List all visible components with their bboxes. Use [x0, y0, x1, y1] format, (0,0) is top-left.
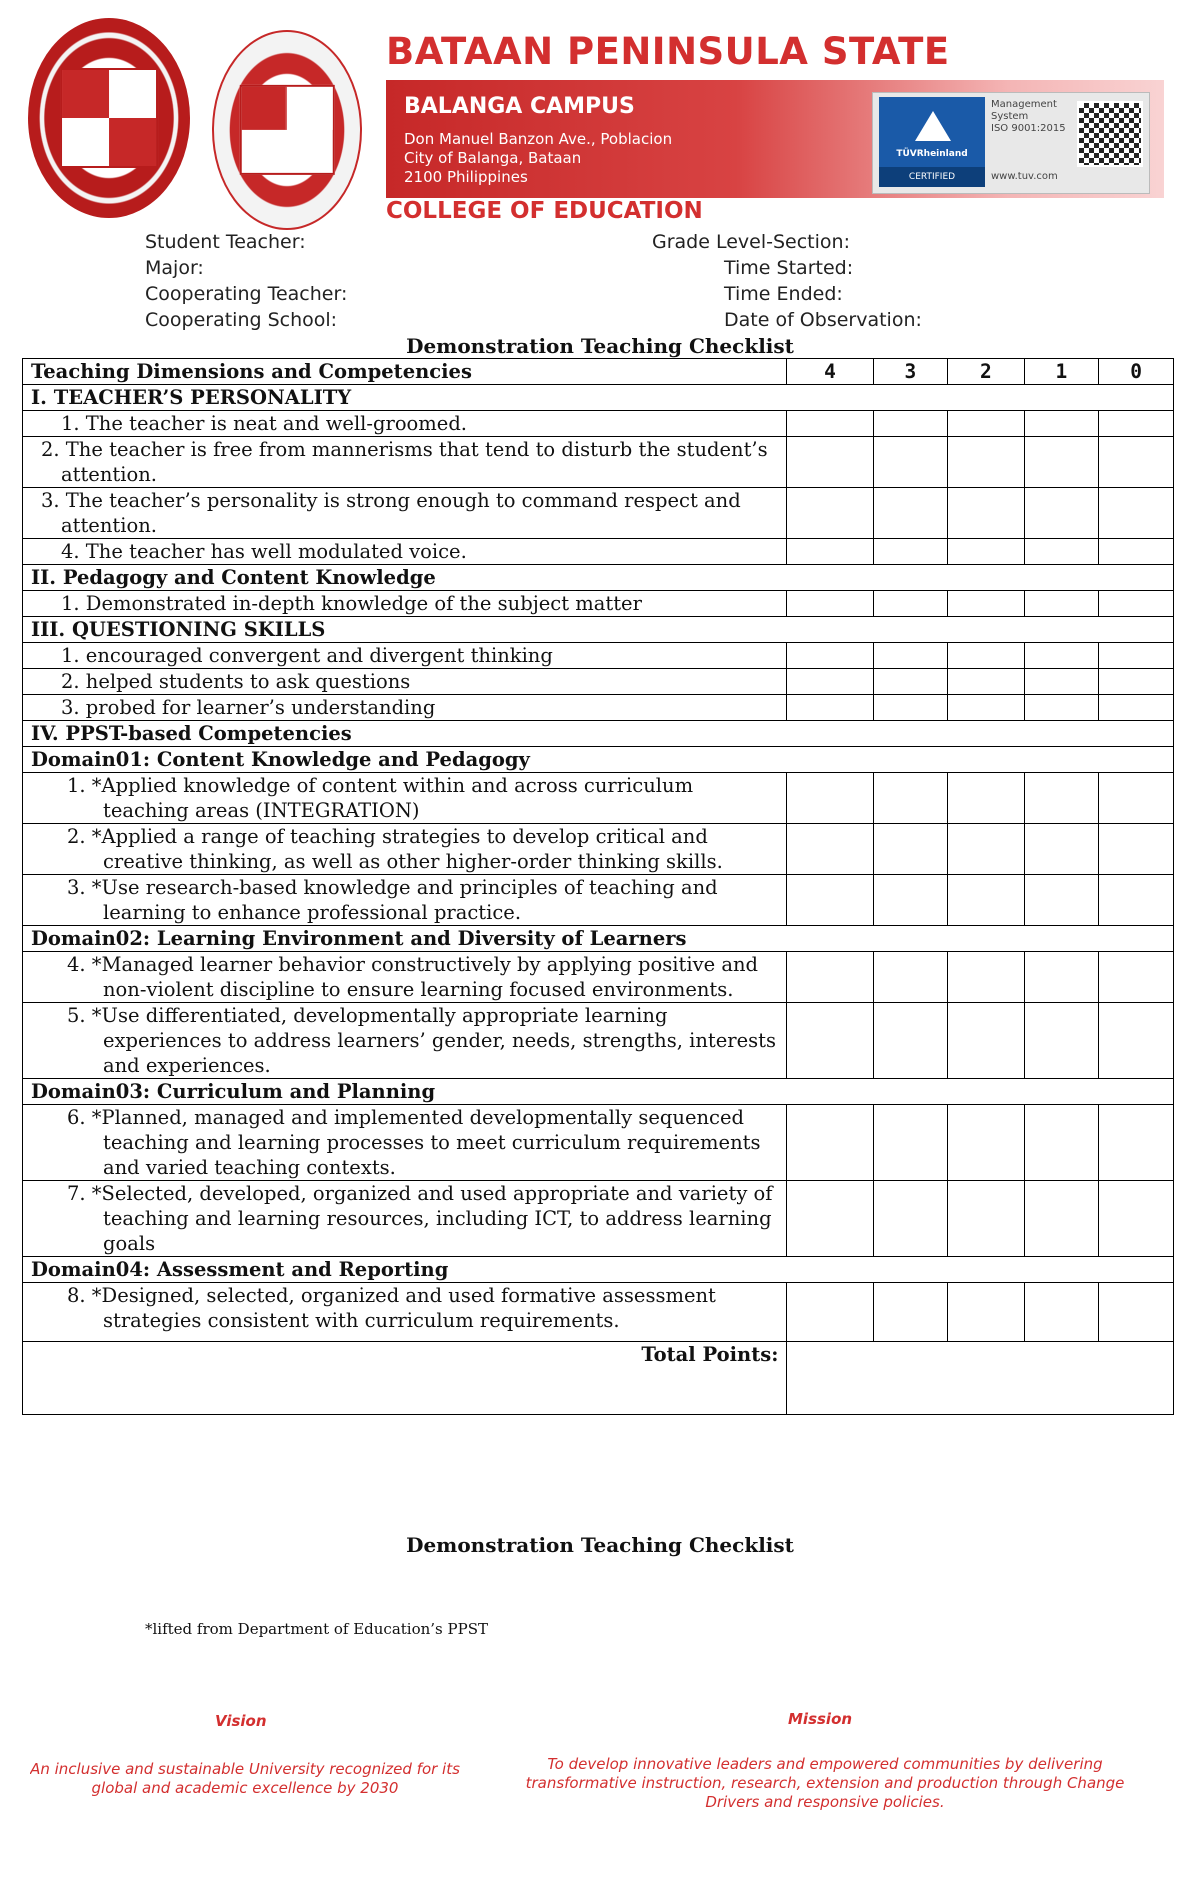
mission-text: To develop innovative leaders and empowered communities by delivering transformative instruction, research, extension and production through Change Drivers and responsive policies.	[525, 1755, 1125, 1811]
score-cell[interactable]	[787, 695, 873, 721]
university-title: BATAAN PENINSULA STATE	[386, 30, 950, 73]
score-cell[interactable]	[787, 411, 873, 437]
score-cell[interactable]	[1024, 1283, 1099, 1342]
score-cell[interactable]	[1024, 411, 1099, 437]
score-cell[interactable]	[948, 591, 1024, 617]
score-cell[interactable]	[948, 1181, 1024, 1257]
seal-shield-icon	[60, 68, 158, 168]
score-cell[interactable]	[873, 1105, 948, 1181]
total-points-label: Total Points:	[23, 1342, 787, 1415]
score-header-2: 2	[948, 359, 1024, 385]
table-row	[23, 1257, 1174, 1283]
score-cell[interactable]	[1024, 824, 1099, 875]
score-cell[interactable]	[1024, 643, 1099, 669]
vision-text: An inclusive and sustainable University recognized for its global and academic excellence by 2030	[30, 1760, 460, 1797]
date-observation-label: Date of Observation:	[724, 309, 922, 331]
qr-code-icon	[1077, 101, 1143, 167]
table-row	[23, 773, 1174, 824]
table-row	[23, 411, 1174, 437]
criterion-text: 2. *Applied a range of teaching strategies to develop critical and creative thinking, as well as other higher-order thinking skills.	[23, 824, 787, 875]
score-cell[interactable]	[1024, 591, 1099, 617]
vision-label: Vision	[215, 1712, 267, 1730]
table-row	[23, 488, 1174, 539]
score-cell[interactable]	[1024, 952, 1099, 1003]
criterion-text: 1. *Applied knowledge of content within and across curriculum teaching areas (INTEGRATION)	[23, 773, 787, 824]
criterion-text: 1. Demonstrated in-depth knowledge of the subject matter	[23, 591, 787, 617]
score-cell[interactable]	[787, 824, 873, 875]
criterion-text: 1. The teacher is neat and well-groomed.	[23, 411, 787, 437]
score-cell[interactable]	[787, 591, 873, 617]
score-cell[interactable]	[1099, 669, 1174, 695]
cert-url: www.tuv.com	[991, 171, 1058, 182]
criterion-text: 1. encouraged convergent and divergent thinking	[23, 643, 787, 669]
score-cell[interactable]	[1099, 1181, 1174, 1257]
score-cell[interactable]	[873, 643, 948, 669]
score-cell[interactable]	[873, 669, 948, 695]
score-cell[interactable]	[873, 1283, 948, 1342]
time-ended-label: Time Ended:	[724, 283, 843, 305]
table-row	[23, 669, 1174, 695]
table-row	[23, 437, 1174, 488]
score-cell[interactable]	[787, 773, 873, 824]
section-heading: IV. PPST-based Competencies	[23, 721, 1174, 747]
score-header-3: 3	[873, 359, 948, 385]
score-cell[interactable]	[787, 643, 873, 669]
campus-banner	[386, 80, 1164, 198]
score-cell[interactable]	[1099, 411, 1174, 437]
table-row	[23, 1181, 1174, 1257]
cooperating-school-label: Cooperating School:	[145, 309, 338, 331]
score-cell[interactable]	[873, 1003, 948, 1079]
table-row	[23, 1105, 1174, 1181]
score-cell[interactable]	[1024, 875, 1099, 926]
table-row	[23, 747, 1174, 773]
criterion-text: 2. The teacher is free from mannerisms that tend to disturb the student’s attention.	[23, 437, 787, 488]
score-cell[interactable]	[1024, 1181, 1099, 1257]
score-cell[interactable]	[1024, 1003, 1099, 1079]
score-cell[interactable]	[873, 695, 948, 721]
checklist-title-footer: Demonstration Teaching Checklist	[406, 1533, 794, 1557]
score-header-0: 0	[1099, 359, 1174, 385]
college-shield-icon	[240, 85, 335, 175]
time-started-label: Time Started:	[724, 257, 854, 279]
section-heading: I. TEACHER’S PERSONALITY	[23, 385, 1174, 411]
score-cell[interactable]	[873, 488, 948, 539]
score-cell[interactable]	[787, 437, 873, 488]
table-row	[23, 539, 1174, 565]
table-row	[23, 643, 1174, 669]
score-cell[interactable]	[948, 773, 1024, 824]
criterion-text: 3. *Use research-based knowledge and principles of teaching and learning to enhance professional practice.	[23, 875, 787, 926]
score-cell[interactable]	[787, 875, 873, 926]
score-cell[interactable]	[1099, 437, 1174, 488]
criterion-text: 7. *Selected, developed, organized and used appropriate and variety of teaching and learning resources, including ICT, to address learning goals	[23, 1181, 787, 1257]
college-name: COLLEGE OF EDUCATION	[386, 198, 703, 224]
score-header-1: 1	[1024, 359, 1099, 385]
student-teacher-label: Student Teacher:	[145, 231, 306, 253]
score-cell[interactable]	[948, 1283, 1024, 1342]
college-seal-logo	[212, 30, 362, 230]
score-cell[interactable]	[873, 539, 948, 565]
address-line-3: 2100 Philippines	[404, 168, 528, 186]
score-cell[interactable]	[948, 824, 1024, 875]
score-cell[interactable]	[787, 1003, 873, 1079]
checklist-table	[22, 358, 1174, 1415]
cert-line-1: Management	[991, 99, 1057, 110]
cooperating-teacher-label: Cooperating Teacher:	[145, 283, 348, 305]
cert-line-3: ISO 9001:2015	[991, 123, 1066, 134]
criterion-text: 3. The teacher’s personality is strong enough to command respect and attention.	[23, 488, 787, 539]
score-cell[interactable]	[948, 411, 1024, 437]
score-cell[interactable]	[787, 488, 873, 539]
score-cell[interactable]	[1024, 773, 1099, 824]
table-row	[23, 952, 1174, 1003]
score-cell[interactable]	[1024, 669, 1099, 695]
table-row	[23, 385, 1174, 411]
table-header-row	[23, 359, 1174, 385]
score-cell[interactable]	[873, 773, 948, 824]
iso-certification-badge	[872, 92, 1150, 194]
tuv-logo-icon	[879, 97, 985, 187]
score-cell[interactable]	[1099, 773, 1174, 824]
score-cell[interactable]	[948, 669, 1024, 695]
score-cell[interactable]	[948, 695, 1024, 721]
score-cell[interactable]	[1099, 875, 1174, 926]
score-cell[interactable]	[1099, 824, 1174, 875]
score-cell[interactable]	[1099, 1105, 1174, 1181]
total-points-field[interactable]	[787, 1342, 1174, 1415]
score-cell[interactable]	[1099, 952, 1174, 1003]
score-cell[interactable]	[873, 1181, 948, 1257]
score-cell[interactable]	[1024, 695, 1099, 721]
footnote: *lifted from Department of Education’s PPST	[145, 1620, 488, 1638]
criterion-text: 2. helped students to ask questions	[23, 669, 787, 695]
table-row	[23, 565, 1174, 591]
university-seal-logo	[28, 18, 190, 218]
score-cell[interactable]	[1024, 1105, 1099, 1181]
grade-level-label: Grade Level-Section:	[652, 231, 850, 253]
score-cell[interactable]	[873, 411, 948, 437]
score-cell[interactable]	[1099, 591, 1174, 617]
criterion-text: 6. *Planned, managed and implemented developmentally sequenced teaching and learning processes to meet curriculum requirements and varied teaching contexts.	[23, 1105, 787, 1181]
score-cell[interactable]	[948, 1003, 1024, 1079]
domain-heading: Domain01: Content Knowledge and Pedagogy	[23, 747, 1174, 773]
domain-heading: Domain03: Curriculum and Planning	[23, 1079, 1174, 1105]
score-cell[interactable]	[1099, 539, 1174, 565]
score-cell[interactable]	[873, 875, 948, 926]
score-cell[interactable]	[787, 952, 873, 1003]
score-cell[interactable]	[873, 591, 948, 617]
score-cell[interactable]	[787, 1283, 873, 1342]
score-cell[interactable]	[948, 488, 1024, 539]
score-cell[interactable]	[873, 437, 948, 488]
score-cell[interactable]	[1099, 488, 1174, 539]
table-row	[23, 875, 1174, 926]
score-cell[interactable]	[873, 824, 948, 875]
criterion-text: 3. probed for learner’s understanding	[23, 695, 787, 721]
score-cell[interactable]	[948, 1105, 1024, 1181]
major-label: Major:	[145, 257, 204, 279]
score-cell[interactable]	[873, 952, 948, 1003]
score-cell[interactable]	[1099, 1283, 1174, 1342]
cert-line-2: System	[991, 111, 1029, 122]
domain-heading: Domain02: Learning Environment and Diversity of Learners	[23, 926, 1174, 952]
tuv-label: TÜVRheinland	[896, 149, 968, 159]
mission-label: Mission	[788, 1710, 853, 1728]
criterion-text: 4. *Managed learner behavior constructively by applying positive and non-violent discipline to ensure learning focused environments.	[23, 952, 787, 1003]
score-cell[interactable]	[787, 1105, 873, 1181]
score-cell[interactable]	[948, 437, 1024, 488]
address-line-1: Don Manuel Banzon Ave., Poblacion	[404, 130, 673, 148]
total-row	[23, 1342, 1174, 1415]
table-header: Teaching Dimensions and Competencies	[23, 359, 787, 385]
table-row	[23, 1003, 1174, 1079]
table-row	[23, 1079, 1174, 1105]
checklist-title: Demonstration Teaching Checklist	[406, 334, 794, 358]
certified-label: CERTIFIED	[879, 167, 985, 187]
criterion-text: 5. *Use differentiated, developmentally appropriate learning experiences to address learners’ gender, needs, strengths, interests and experiences.	[23, 1003, 787, 1079]
score-cell[interactable]	[787, 539, 873, 565]
score-cell[interactable]	[1024, 488, 1099, 539]
criterion-text: 4. The teacher has well modulated voice.	[23, 539, 787, 565]
table-row	[23, 926, 1174, 952]
score-cell[interactable]	[948, 643, 1024, 669]
table-row	[23, 695, 1174, 721]
score-cell[interactable]	[787, 1181, 873, 1257]
table-row	[23, 1283, 1174, 1342]
section-heading: II. Pedagogy and Content Knowledge	[23, 565, 1174, 591]
address-line-2: City of Balanga, Bataan	[404, 149, 582, 167]
score-header-4: 4	[787, 359, 873, 385]
score-cell[interactable]	[948, 539, 1024, 565]
score-cell[interactable]	[1099, 695, 1174, 721]
score-cell[interactable]	[1099, 1003, 1174, 1079]
table-row	[23, 591, 1174, 617]
score-cell[interactable]	[948, 875, 1024, 926]
score-cell[interactable]	[948, 952, 1024, 1003]
campus-name: BALANGA CAMPUS	[404, 94, 635, 119]
score-cell[interactable]	[1024, 539, 1099, 565]
criterion-text: 8. *Designed, selected, organized and used formative assessment strategies consistent with curriculum requirements.	[23, 1283, 787, 1342]
domain-heading: Domain04: Assessment and Reporting	[23, 1257, 1174, 1283]
table-row	[23, 617, 1174, 643]
score-cell[interactable]	[1099, 643, 1174, 669]
table-row	[23, 721, 1174, 747]
score-cell[interactable]	[1024, 437, 1099, 488]
score-cell[interactable]	[787, 669, 873, 695]
section-heading: III. QUESTIONING SKILLS	[23, 617, 1174, 643]
table-row	[23, 824, 1174, 875]
